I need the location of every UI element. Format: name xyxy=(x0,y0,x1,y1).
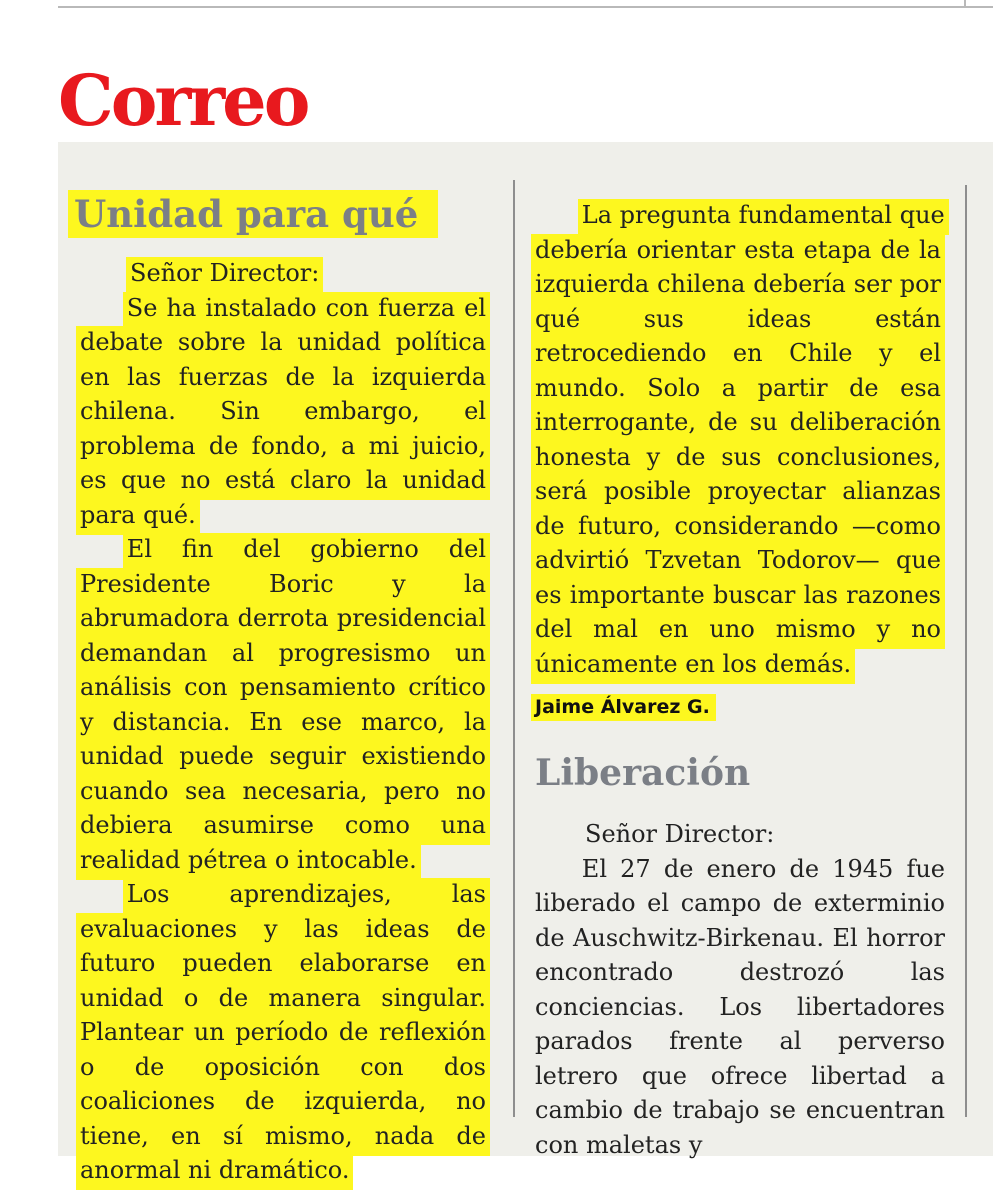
letter-paragraph: El fin del gobierno del Presidente Boric y la abrumadora derrota presidencial demandan al progresismo un análisis con pensamiento crítico y distancia. En ese marco, la unidad puede seguir existiendo cuando sea necesaria, pero no debiera asumirse como una realidad pétrea o intocable. xyxy=(80,532,490,877)
letter-signature: Jaime Álvarez G. xyxy=(535,693,945,721)
letter-paragraph: La pregunta fundamental que debería orientar esta etapa de la izquierda chilena debería ser por qué sus ideas están retrocediendo en Chile y el mundo. Solo a partir de esa interrogante, de su deliberación honesta y de sus conclusiones, será posible proyectar alianzas de futuro, considerando —como advirtió Tzvetan Todorov— que es importante buscar las razones del mal en uno mismo y no únicamente en los demás. xyxy=(535,198,945,681)
letter-column-2 xyxy=(535,198,945,1162)
letter-salutation-liberacion: Señor Director: xyxy=(585,820,775,848)
letter-paragraph: Los aprendizajes, las evaluaciones y las ideas de futuro pueden elaborarse en unidad o de manera singular. Plantear un período de reflexión o de oposición con dos coaliciones de izquierda, no tiene, en sí mismo, nada de anormal ni dramático. xyxy=(80,877,490,1188)
top-rule xyxy=(58,6,993,8)
letter-unidad-column-1 xyxy=(74,190,490,1188)
letter-paragraph-liberacion: El 27 de enero de 1945 fue liberado el campo de exterminio de Auschwitz-Birkenau. El horror encontrado destrozó las conciencias. Los libertadores parados frente al perverso letrero que ofrece libertad a cambio de trabajo se encuentran con maletas y xyxy=(535,854,945,1159)
section-masthead: Correo xyxy=(58,59,308,142)
column-divider-right xyxy=(965,185,967,1117)
letter-title-liberacion: Liberación xyxy=(535,752,751,794)
column-divider-left xyxy=(513,180,515,1117)
letter-paragraph: Se ha instalado con fuerza el debate sobre la unidad política en las fuerzas de la izquierda chilena. Sin embargo, el problema de fondo, a mi juicio, es que no está claro la unidad para qué. xyxy=(80,291,490,533)
letter-salutation: Señor Director: xyxy=(80,256,490,291)
letter-title-unidad: Unidad para qué xyxy=(68,190,438,238)
top-rule-tick xyxy=(964,0,966,8)
